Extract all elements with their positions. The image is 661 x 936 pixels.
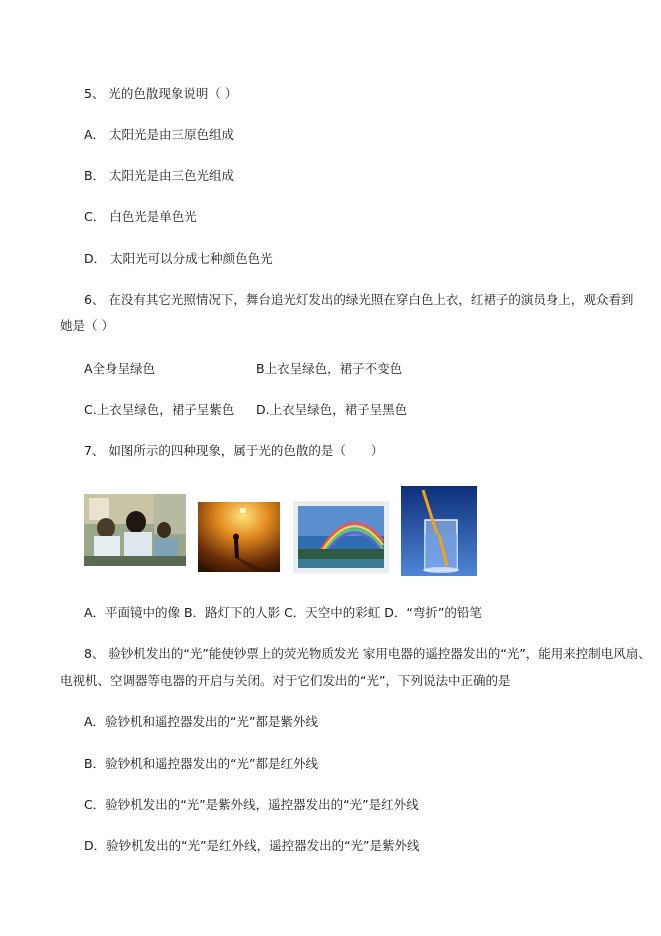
- question-8-option-d: D．验钞机发出的“光”是红外线，遥控器发出的“光”是紫外线: [84, 838, 420, 853]
- bent-pencil-in-water-photo: [401, 486, 477, 576]
- question-7-options: A．平面镜中的像 B．路灯下的人影 C．天空中的彩虹 D．“弯折”的铅笔: [84, 605, 482, 620]
- question-6-stem-line1: 6、 在没有其它光照情况下，舞台追光灯发出的绿光照在穿白色上衣，红裙子的演员身上，观众看到: [84, 292, 634, 307]
- question-5-stem: 5、 光的色散现象说明（ ）: [84, 86, 238, 101]
- question-6-option-b: B上衣呈绿色，裙子不变色: [256, 361, 403, 376]
- question-7-stem: 7、 如图所示的四种现象，属于光的色散的是（ ）: [84, 443, 384, 458]
- street-lamp-shadow-photo: [198, 502, 280, 572]
- question-5-option-a: A． 太阳光是由三原色组成: [84, 127, 235, 142]
- question-5-option-c: C． 白色光是单色光: [84, 209, 197, 224]
- question-8-option-b: B．验钞机和遥控器发出的“光”都是红外线: [84, 756, 319, 771]
- question-8-stem-line1: 8、 验钞机发出的“光”能使钞票上的荧光物质发光 家用电器的遥控器发出的“光”，能用来控制电风扇、: [84, 646, 651, 661]
- question-6-option-c: C.上衣呈绿色，裙子呈紫色: [84, 402, 235, 417]
- question-8-stem-line2: 电视机、空调器等电器的开启与关闭。对于它们发出的“光”，下列说法中正确的是: [60, 673, 511, 688]
- mirror-photo: [84, 494, 186, 566]
- question-6-stem-line2: 她是（ ）: [60, 318, 114, 333]
- question-5-option-d: D． 太阳光可以分成七种颜色色光: [84, 251, 273, 266]
- question-8-option-c: C．验钞机发出的“光”是紫外线，遥控器发出的“光”是红外线: [84, 797, 419, 812]
- rainbow-photo: [293, 501, 389, 573]
- question-5-option-b: B． 太阳光是由三色光组成: [84, 168, 235, 183]
- question-6-option-d: D.上衣呈绿色，裙子呈黑色: [256, 402, 408, 417]
- question-8-option-a: A．验钞机和遥控器发出的“光”都是紫外线: [84, 714, 319, 729]
- question-6-option-a: A全身呈绿色: [84, 361, 156, 376]
